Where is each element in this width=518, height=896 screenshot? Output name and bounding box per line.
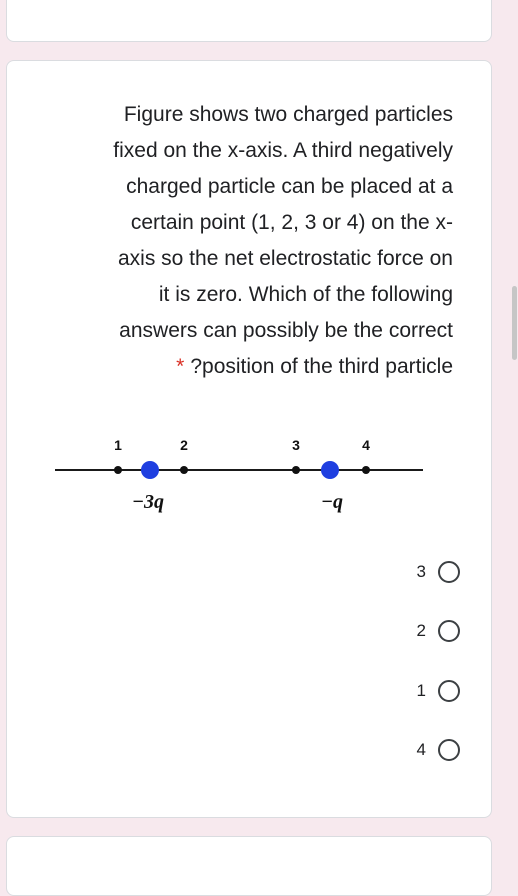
point-marker-3 bbox=[292, 466, 300, 474]
point-label-2: 2 bbox=[180, 437, 188, 453]
point-marker-2 bbox=[180, 466, 188, 474]
charge-figure bbox=[50, 420, 430, 530]
radio-button[interactable] bbox=[438, 620, 460, 642]
question-line: certain point (1, 2, 3 or 4) on the x- bbox=[130, 211, 453, 234]
question-line: charged particle can be placed at a bbox=[126, 175, 453, 198]
option-3[interactable] bbox=[380, 552, 460, 592]
question-text bbox=[40, 97, 453, 385]
option-label: 1 bbox=[416, 681, 426, 700]
point-label-3: 3 bbox=[292, 437, 300, 453]
previous-question-card bbox=[6, 0, 492, 42]
point-label-1: 1 bbox=[114, 437, 122, 453]
radio-button[interactable] bbox=[438, 739, 460, 761]
point-marker-4 bbox=[362, 466, 370, 474]
question-line: Figure shows two charged particles bbox=[123, 103, 453, 126]
question-line: ?position of the third particle bbox=[190, 355, 453, 378]
question-line: it is zero. Which of the following bbox=[158, 283, 453, 306]
question-line: axis so the net electrostatic force on bbox=[117, 247, 453, 270]
charge-dot-minus-3q bbox=[141, 461, 159, 479]
option-label: 2 bbox=[416, 621, 426, 640]
question-line: fixed on the x-axis. A third negatively bbox=[113, 139, 453, 162]
charge-label-minus-3q: −3q bbox=[131, 491, 165, 513]
next-question-card bbox=[6, 836, 492, 896]
question-line: answers can possibly be the correct bbox=[119, 319, 453, 342]
option-label: 3 bbox=[416, 562, 426, 581]
radio-button[interactable] bbox=[438, 680, 460, 702]
charge-dot-minus-q bbox=[321, 461, 339, 479]
required-asterisk: * bbox=[176, 355, 185, 378]
option-1[interactable] bbox=[380, 671, 460, 711]
radio-button[interactable] bbox=[438, 561, 460, 583]
option-2[interactable] bbox=[380, 611, 460, 651]
option-4[interactable] bbox=[380, 730, 460, 770]
charge-label-minus-q: −q bbox=[320, 491, 344, 513]
question-last-line bbox=[40, 349, 453, 385]
point-label-4: 4 bbox=[362, 437, 370, 453]
option-label: 4 bbox=[416, 740, 426, 759]
point-marker-1 bbox=[114, 466, 122, 474]
scrollbar-thumb[interactable] bbox=[512, 286, 517, 360]
